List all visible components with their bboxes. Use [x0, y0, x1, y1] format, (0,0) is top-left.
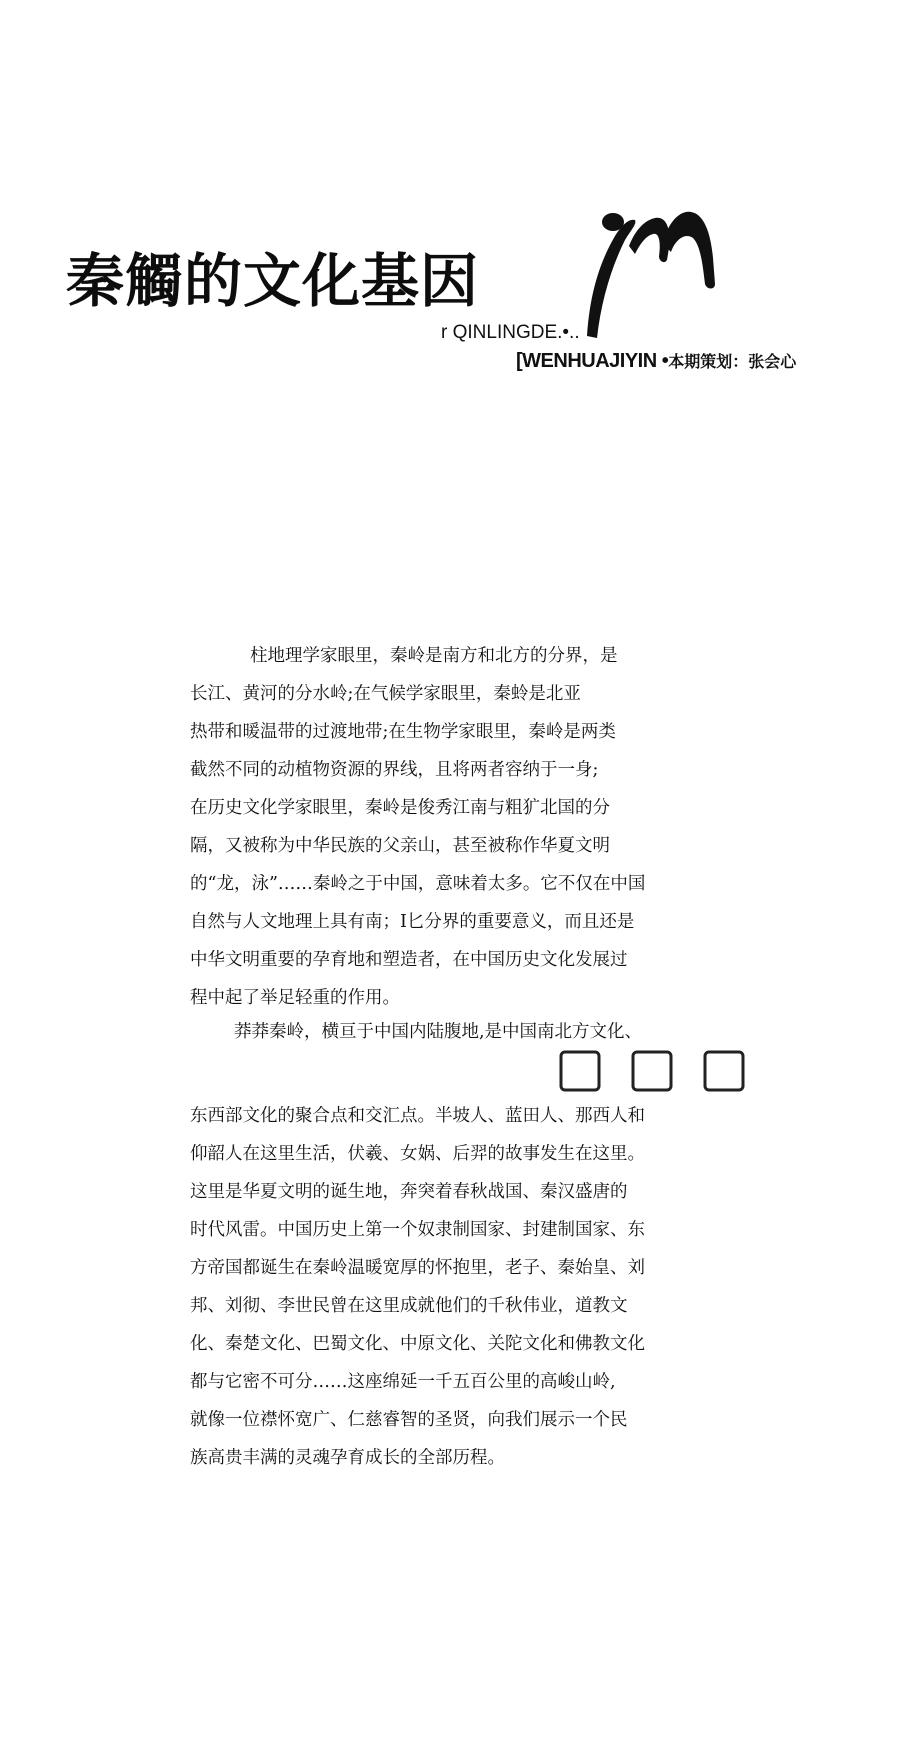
text-line: 中华文明重要的孕育地和塑造者，在中国历史文化发展过	[190, 950, 628, 970]
text-line: 截然不同的动植物资源的界线，且将两者容纳于一身;	[190, 760, 599, 780]
empty-box-icon	[705, 1052, 743, 1090]
empty-box-icon	[561, 1052, 599, 1090]
text-line: 族高贵丰满的灵魂孕育成长的全部历程。	[190, 1448, 505, 1468]
subtitle-pinyin-line1: r QINLINGDE.•..	[441, 322, 580, 343]
text-line: 时代风雷。中国历史上第一个奴隶制国家、封建制国家、东	[190, 1220, 645, 1240]
text-line: 仰韶人在这里生活，伏羲、女娲、后羿的故事发生在这里。	[190, 1144, 645, 1164]
text-line: 邦、刘彻、李世民曾在这里成就他们的千秋伟业，道教文	[190, 1296, 628, 1316]
text-line: 长江、黄河的分水岭;在气候学家眼里，秦蛉是北亚	[190, 684, 581, 704]
text-line: 就像一位襟怀宽广、仁慈睿智的圣贤，向我们展示一个民	[190, 1410, 628, 1430]
planner-credit: 本期策划：张会心	[668, 352, 797, 371]
text-line: 的“龙，泳”……秦岭之于中国，意味着太多。它不仅在中国	[190, 874, 646, 894]
text-line: 方帝国都诞生在秦岭温暖宽厚的怀抱里，老子、秦始皇、刘	[190, 1258, 645, 1278]
text-line: 都与它密不可分……这座绵延一千五百公里的高峻山岭,	[190, 1372, 616, 1392]
empty-box-icons	[559, 1050, 747, 1092]
body-paragraph-1	[190, 637, 645, 1017]
subtitle-pinyin: [WENHUAJIYIN	[516, 350, 657, 372]
body-paragraph-2-continued	[190, 1097, 645, 1477]
body-paragraph-2-opening	[190, 1013, 642, 1051]
text-line: 东西部文化的聚合点和交汇点。半坡人、蓝田人、那西人和	[190, 1106, 645, 1126]
text-line: 化、秦楚文化、巴蜀文化、中原文化、关陀文化和佛教文化	[190, 1334, 645, 1354]
text-line: 莽莽秦岭，横亘于中国内陆腹地,是中国南北方文化、	[234, 1022, 643, 1042]
subtitle-bullet: •	[656, 350, 669, 372]
text-line: 隔，又被称为中华民族的父亲山，甚至被称作华夏文明	[190, 836, 610, 856]
text-line: 柱地理学家眼里，秦岭是南方和北方的分界，是	[250, 646, 618, 666]
text-line: 在历史文化学家眼里，秦岭是俊秀江南与粗犷北国的分	[190, 798, 610, 818]
text-line: 自然与人文地理上具有南；I匕分界的重要意义，而且还是	[190, 912, 635, 932]
text-line: 这里是华夏文明的诞生地，奔突着春秋战国、秦汉盛唐的	[190, 1182, 628, 1202]
empty-box-icon	[633, 1052, 671, 1090]
text-line: 热带和暖温带的过渡地带;在生物学家眼里，秦岭是两类	[190, 722, 616, 742]
subtitle-pinyin-line2	[516, 349, 796, 373]
article-title: 秦觸的文化基因	[66, 247, 480, 315]
text-line: 程中起了举足轻重的作用。	[190, 988, 400, 1008]
calligraphy-brush-icon	[575, 188, 725, 350]
